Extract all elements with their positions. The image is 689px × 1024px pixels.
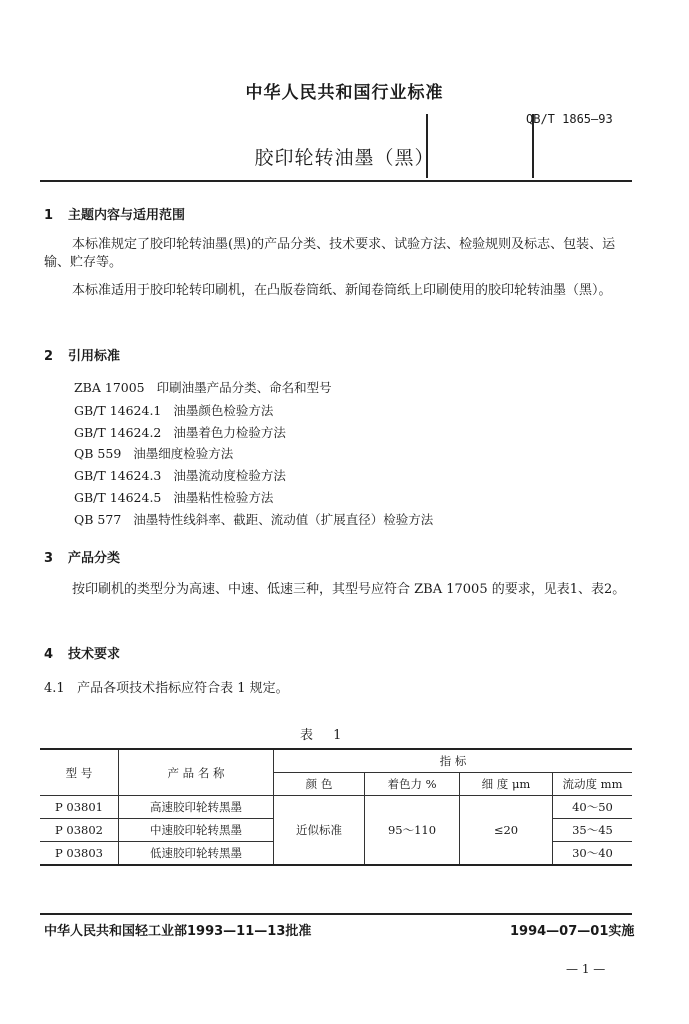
- document-title: 胶印轮转油墨（黑）: [254, 147, 435, 169]
- table-1: [40, 748, 632, 866]
- table-row: [40, 796, 632, 819]
- reference-item: GB/T 14624.1 油墨颜色检验方法: [74, 403, 274, 418]
- col-header-fineness: 细 度 μm: [460, 773, 553, 796]
- col-header-tinting-strength: 着色力 %: [365, 773, 460, 796]
- section-3-heading: 3 产品分类: [44, 551, 121, 566]
- reference-item: QB 577 油墨特性线斜率、截距、流动值（扩展直径）检验方法: [74, 512, 434, 527]
- col-header-color: 颜 色: [274, 773, 365, 796]
- cell-flow: 35～45: [553, 819, 633, 842]
- cell-product-name: 中速胶印轮转黑墨: [119, 819, 274, 842]
- cell-tinting-strength: 95～110: [365, 796, 460, 866]
- cell-flow: 40～50: [553, 796, 633, 819]
- col-header-model: 型 号: [40, 749, 119, 796]
- effective-date: 1994—07—01实施: [510, 924, 635, 939]
- section-4-heading: 4 技术要求: [44, 647, 121, 662]
- cell-flow: 30～40: [553, 842, 633, 866]
- section-3-paragraph: 按印刷机的类型分为高速、中速、低速三种，其型号应符合 ZBA 17005 的要求，见表1、表2。: [72, 582, 626, 597]
- page-number: — 1 —: [566, 962, 606, 976]
- approval-line: 中华人民共和国轻工业部1993—11—13批准: [44, 924, 312, 939]
- reference-item: GB/T 14624.5 油墨粘性检验方法: [74, 490, 274, 505]
- cell-model: P 03802: [40, 819, 119, 842]
- reference-item: GB/T 14624.3 油墨流动度检验方法: [74, 468, 286, 483]
- footer-rule: [40, 913, 632, 915]
- table-caption: 表 1: [300, 728, 350, 743]
- section-1-paragraph-2: 本标准适用于胶印轮转印刷机，在凸版卷筒纸、新闻卷筒纸上印刷使用的胶印轮转油墨（黑）。: [72, 283, 612, 298]
- section-2-heading: 2 引用标准: [44, 349, 121, 364]
- standard-category-title: 中华人民共和国行业标准: [245, 83, 444, 103]
- reference-item: QB 559 油墨细度检验方法: [74, 446, 234, 461]
- standard-code: QB/T 1865—93: [526, 112, 613, 126]
- section-1-heading: 1 主题内容与适用范围: [44, 208, 186, 223]
- reference-item: GB/T 14624.2 油墨着色力检验方法: [74, 425, 286, 440]
- cell-product-name: 高速胶印轮转黑墨: [119, 796, 274, 819]
- cell-product-name: 低速胶印轮转黑墨: [119, 842, 274, 866]
- col-header-product-name: 产 品 名 称: [119, 749, 274, 796]
- col-header-indicator: 指 标: [274, 749, 633, 773]
- cell-model: P 03803: [40, 842, 119, 866]
- cell-fineness: ≤20: [460, 796, 553, 866]
- reference-item: ZBA 17005 印刷油墨产品分类、命名和型号: [74, 380, 332, 395]
- section-1-paragraph-1: 本标准规定了胶印轮转油墨(黑)的产品分类、技术要求、试验方法、检验规则及标志、包装、运输、贮存等。: [44, 237, 616, 270]
- cell-model: P 03801: [40, 796, 119, 819]
- col-header-flow: 流动度 mm: [553, 773, 633, 796]
- cell-color: 近似标准: [274, 796, 365, 866]
- header-rule: [40, 180, 632, 182]
- clause-4-1: 4.1 产品各项技术指标应符合表 1 规定。: [44, 681, 289, 696]
